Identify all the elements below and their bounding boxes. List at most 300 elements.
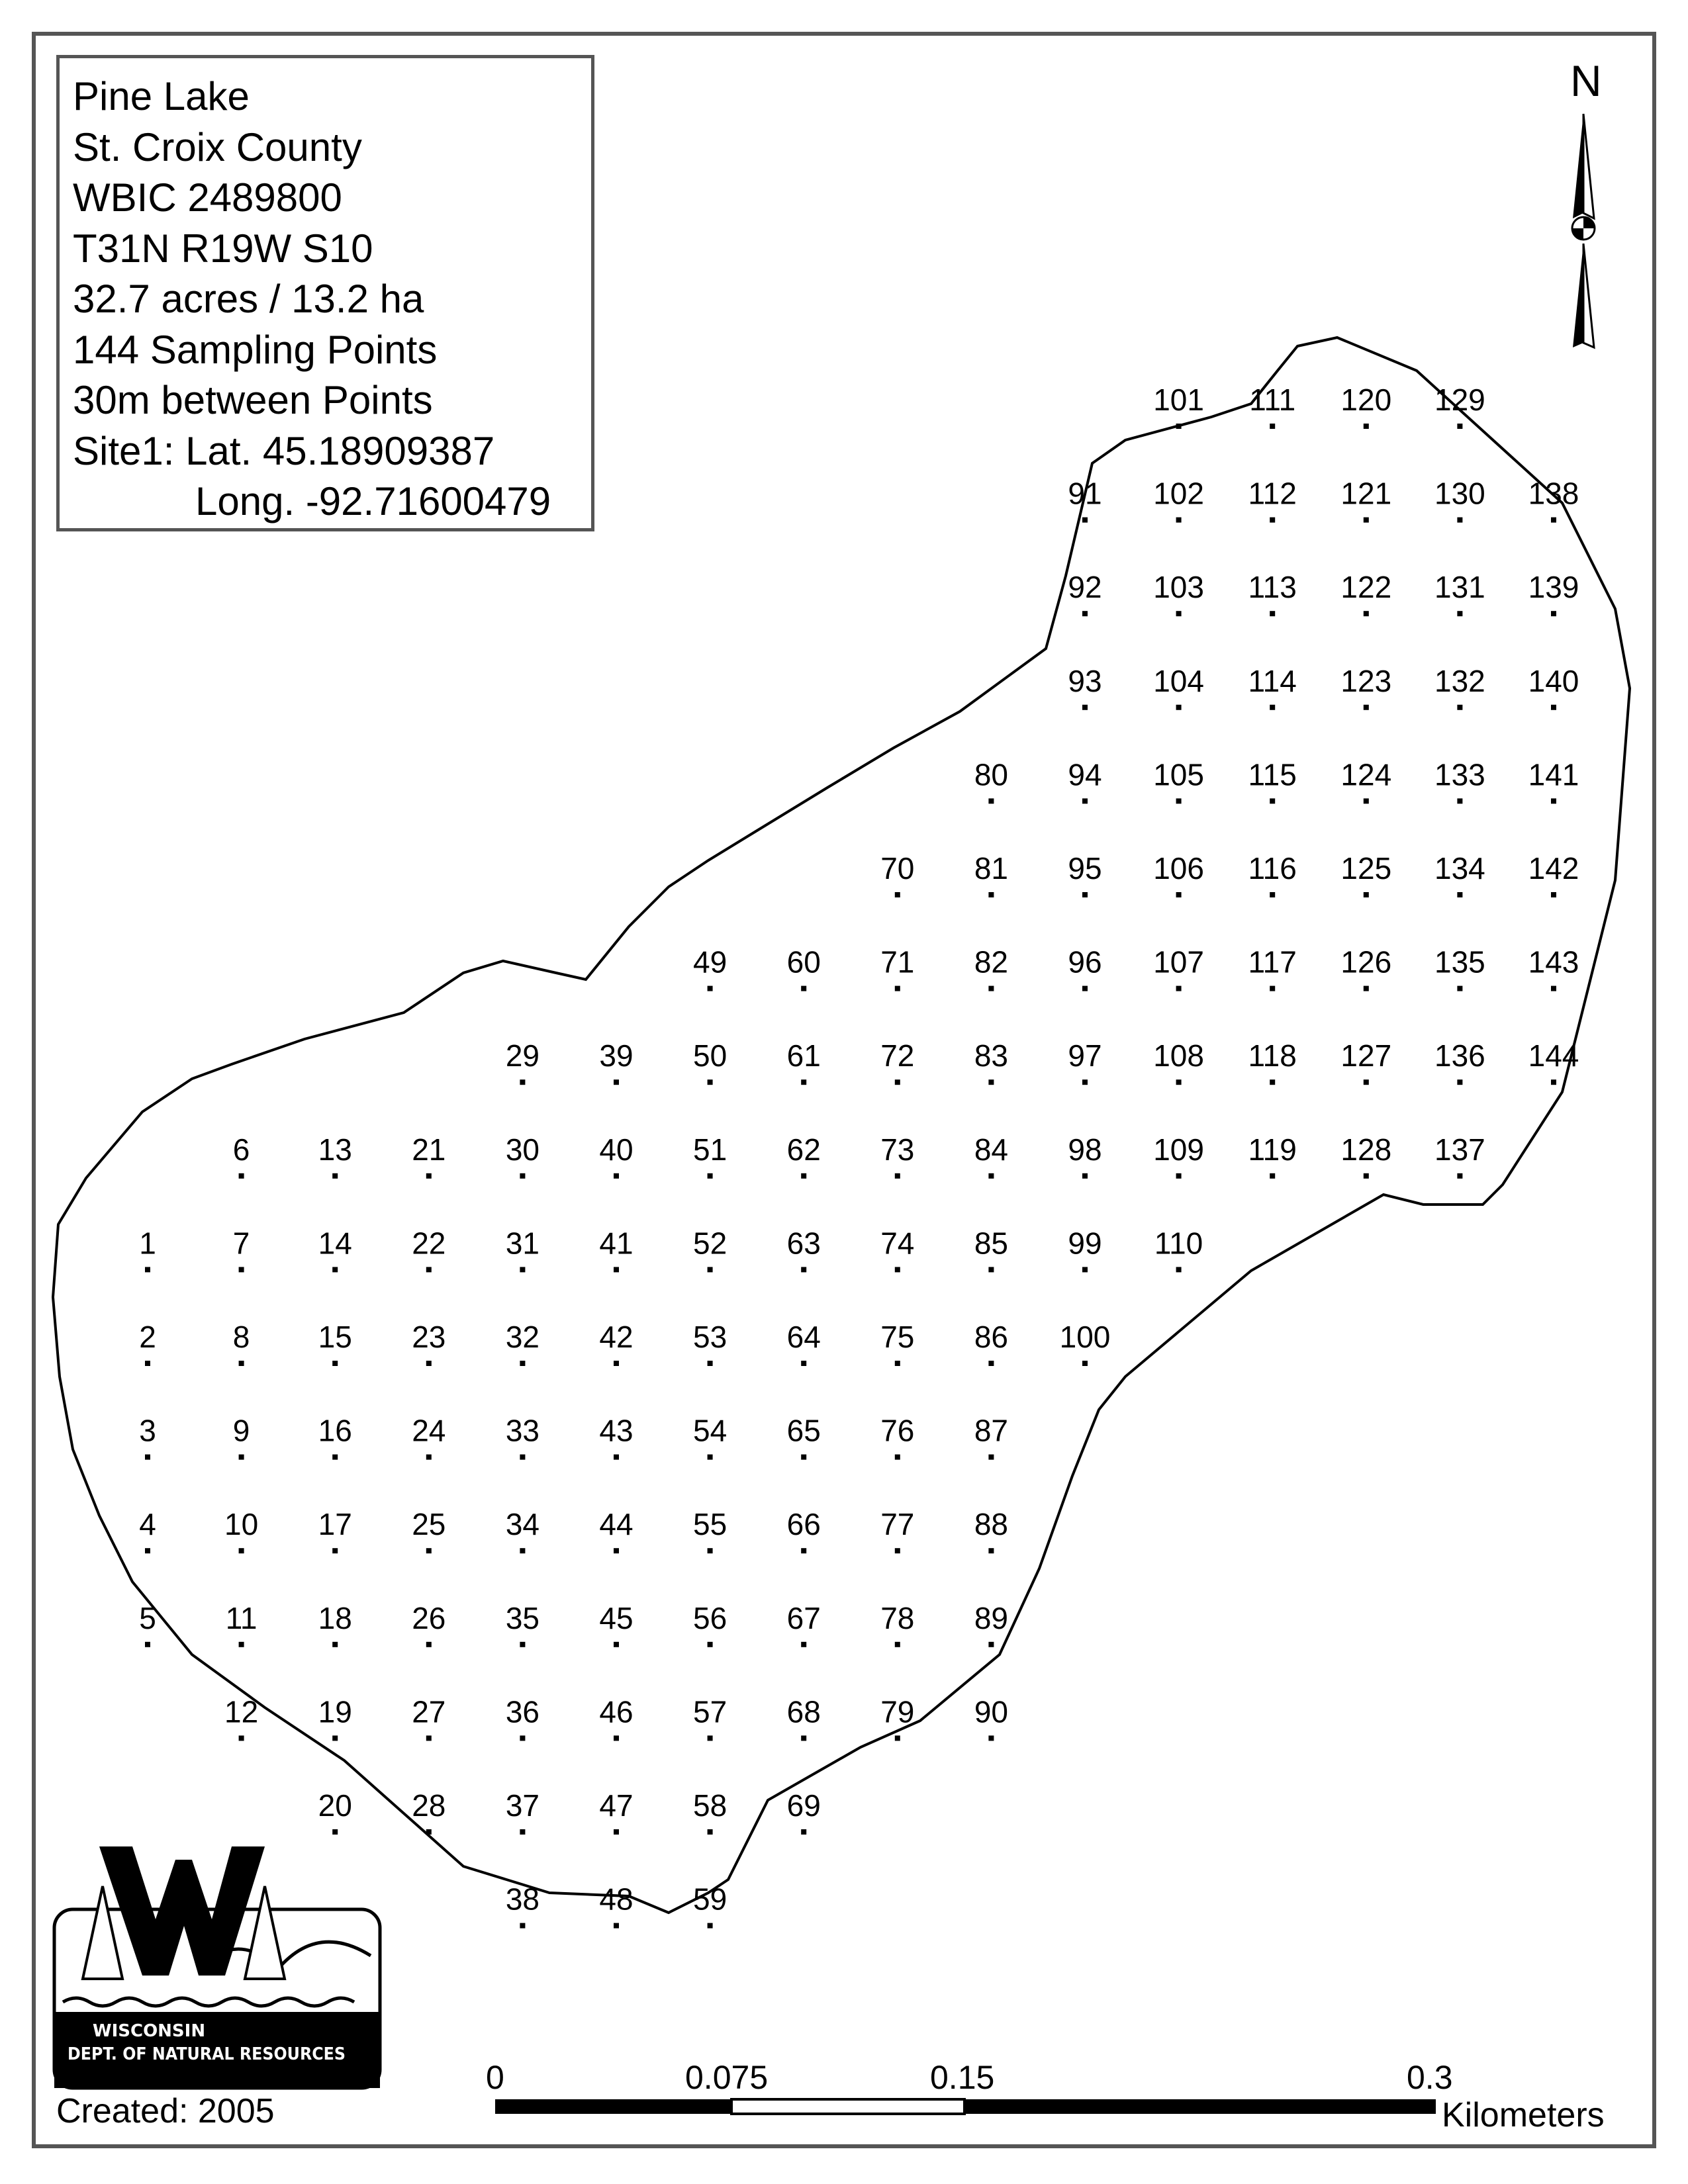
point-marker-119 (1270, 1173, 1275, 1179)
lake-area: 32.7 acres / 13.2 ha (73, 277, 424, 321)
point-marker-24 (426, 1455, 432, 1460)
north-arrow-lower-right (1583, 244, 1594, 347)
point-label-35: 35 (505, 1600, 539, 1635)
point-label-126: 126 (1340, 944, 1392, 979)
point-marker-10 (239, 1548, 244, 1553)
point-label-139: 139 (1528, 570, 1579, 605)
point-marker-53 (708, 1361, 713, 1366)
point-label-53: 53 (693, 1320, 727, 1354)
point-marker-131 (1457, 611, 1462, 616)
point-marker-4 (145, 1548, 150, 1553)
point-label-111: 111 (1249, 383, 1296, 417)
point-marker-5 (145, 1642, 150, 1647)
point-marker-121 (1364, 518, 1369, 523)
point-marker-96 (1082, 986, 1088, 991)
point-label-131: 131 (1434, 570, 1485, 605)
point-label-9: 9 (232, 1413, 250, 1448)
scale-tick-03: 0.3 (1407, 2059, 1453, 2096)
point-marker-118 (1270, 1079, 1275, 1085)
point-label-57: 57 (693, 1694, 727, 1729)
point-label-116: 116 (1248, 851, 1297, 886)
point-label-104: 104 (1153, 663, 1204, 698)
point-label-16: 16 (318, 1413, 352, 1448)
point-label-133: 133 (1434, 757, 1485, 792)
point-marker-139 (1551, 611, 1556, 616)
point-label-8: 8 (232, 1320, 250, 1354)
sampling-points (139, 383, 1579, 1929)
point-marker-21 (426, 1173, 432, 1179)
point-label-63: 63 (786, 1226, 821, 1261)
point-label-135: 135 (1434, 944, 1485, 979)
point-label-97: 97 (1068, 1038, 1102, 1073)
point-marker-74 (895, 1267, 900, 1272)
point-label-141: 141 (1528, 757, 1579, 792)
point-marker-120 (1364, 424, 1369, 429)
point-label-26: 26 (412, 1600, 446, 1635)
point-marker-52 (708, 1267, 713, 1272)
point-label-91: 91 (1068, 476, 1102, 511)
point-label-66: 66 (786, 1507, 821, 1542)
point-marker-29 (520, 1079, 525, 1085)
point-marker-109 (1176, 1173, 1182, 1179)
point-marker-128 (1364, 1173, 1369, 1179)
point-marker-69 (801, 1829, 806, 1835)
point-marker-114 (1270, 705, 1275, 710)
point-label-112: 112 (1248, 476, 1297, 511)
point-label-37: 37 (505, 1788, 539, 1823)
point-label-136: 136 (1434, 1038, 1485, 1073)
point-label-20: 20 (318, 1788, 352, 1823)
point-label-54: 54 (693, 1413, 727, 1448)
dnr-logo (54, 1846, 380, 2088)
point-label-64: 64 (786, 1320, 821, 1354)
point-marker-98 (1082, 1173, 1088, 1179)
point-marker-44 (614, 1548, 619, 1553)
point-marker-66 (801, 1548, 806, 1553)
point-label-134: 134 (1434, 851, 1485, 886)
point-label-137: 137 (1434, 1132, 1485, 1167)
point-label-103: 103 (1153, 570, 1204, 605)
point-label-85: 85 (974, 1226, 1008, 1261)
point-marker-91 (1082, 518, 1088, 523)
point-marker-80 (988, 798, 994, 803)
point-label-56: 56 (693, 1600, 727, 1635)
point-marker-112 (1270, 518, 1275, 523)
point-marker-62 (801, 1173, 806, 1179)
point-marker-136 (1457, 1079, 1462, 1085)
point-label-55: 55 (693, 1507, 727, 1542)
point-marker-37 (520, 1829, 525, 1835)
point-label-142: 142 (1528, 851, 1579, 886)
point-label-76: 76 (880, 1413, 915, 1448)
point-marker-137 (1457, 1173, 1462, 1179)
point-label-82: 82 (974, 944, 1008, 979)
point-marker-40 (614, 1173, 619, 1179)
point-marker-43 (614, 1455, 619, 1460)
point-label-92: 92 (1068, 570, 1102, 605)
point-label-74: 74 (880, 1226, 915, 1261)
point-marker-42 (614, 1361, 619, 1366)
point-label-29: 29 (505, 1038, 539, 1073)
point-label-19: 19 (318, 1694, 352, 1729)
point-marker-51 (708, 1173, 713, 1179)
point-label-80: 80 (974, 757, 1008, 792)
point-label-78: 78 (880, 1600, 915, 1635)
county-name: St. Croix County (73, 124, 362, 169)
point-marker-61 (801, 1079, 806, 1085)
point-label-143: 143 (1528, 944, 1579, 979)
point-label-39: 39 (599, 1038, 633, 1073)
point-marker-99 (1082, 1267, 1088, 1272)
point-marker-54 (708, 1455, 713, 1460)
point-marker-2 (145, 1361, 150, 1366)
point-label-4: 4 (139, 1507, 156, 1542)
point-marker-26 (426, 1642, 432, 1647)
point-marker-19 (332, 1735, 338, 1741)
point-label-25: 25 (412, 1507, 446, 1542)
point-label-130: 130 (1434, 476, 1485, 511)
point-marker-76 (895, 1455, 900, 1460)
point-marker-87 (988, 1455, 994, 1460)
point-label-84: 84 (974, 1132, 1008, 1167)
point-label-33: 33 (505, 1413, 539, 1448)
north-label: N (1570, 56, 1602, 105)
point-label-59: 59 (693, 1882, 727, 1917)
point-marker-116 (1270, 892, 1275, 897)
point-marker-125 (1364, 892, 1369, 897)
point-label-18: 18 (318, 1600, 352, 1635)
point-label-90: 90 (974, 1694, 1008, 1729)
point-label-41: 41 (599, 1226, 633, 1261)
point-label-96: 96 (1068, 944, 1102, 979)
point-marker-95 (1082, 892, 1088, 897)
point-label-123: 123 (1340, 663, 1392, 698)
scale-units: Kilometers (1442, 2096, 1605, 2134)
logo-line1: WISCONSIN (92, 2021, 206, 2041)
point-label-1: 1 (139, 1226, 156, 1261)
logo-line2: DEPT. OF NATURAL RESOURCES (68, 2044, 346, 2064)
point-label-81: 81 (974, 851, 1008, 886)
point-label-38: 38 (505, 1882, 539, 1917)
point-marker-27 (426, 1735, 432, 1741)
point-label-128: 128 (1340, 1132, 1392, 1167)
point-label-72: 72 (880, 1038, 915, 1073)
point-label-77: 77 (880, 1507, 915, 1542)
point-marker-14 (332, 1267, 338, 1272)
point-label-27: 27 (412, 1694, 446, 1729)
point-label-52: 52 (693, 1226, 727, 1261)
point-marker-34 (520, 1548, 525, 1553)
point-marker-25 (426, 1548, 432, 1553)
point-label-73: 73 (880, 1132, 915, 1167)
point-marker-102 (1176, 518, 1182, 523)
point-label-30: 30 (505, 1132, 539, 1167)
point-marker-141 (1551, 798, 1556, 803)
point-marker-13 (332, 1173, 338, 1179)
point-label-44: 44 (599, 1507, 633, 1542)
point-label-114: 114 (1248, 663, 1297, 698)
point-label-50: 50 (693, 1038, 727, 1073)
point-marker-67 (801, 1642, 806, 1647)
point-marker-104 (1176, 705, 1182, 710)
point-marker-106 (1176, 892, 1182, 897)
point-marker-130 (1457, 518, 1462, 523)
point-marker-142 (1551, 892, 1556, 897)
point-marker-126 (1364, 986, 1369, 991)
wbic: WBIC 2489800 (73, 175, 342, 220)
point-marker-65 (801, 1455, 806, 1460)
point-label-28: 28 (412, 1788, 446, 1823)
point-marker-94 (1082, 798, 1088, 803)
point-label-140: 140 (1528, 663, 1579, 698)
point-marker-100 (1082, 1361, 1088, 1366)
point-marker-38 (520, 1923, 525, 1929)
point-marker-1 (145, 1267, 150, 1272)
point-label-102: 102 (1153, 476, 1204, 511)
point-marker-90 (988, 1735, 994, 1741)
point-marker-93 (1082, 705, 1088, 710)
point-label-47: 47 (599, 1788, 633, 1823)
point-marker-55 (708, 1548, 713, 1553)
point-label-7: 7 (232, 1226, 250, 1261)
point-label-68: 68 (786, 1694, 821, 1729)
point-marker-82 (988, 986, 994, 991)
point-label-10: 10 (224, 1507, 259, 1542)
point-marker-143 (1551, 986, 1556, 991)
point-label-87: 87 (974, 1413, 1008, 1448)
point-marker-11 (239, 1642, 244, 1647)
point-label-62: 62 (786, 1132, 821, 1167)
point-marker-48 (614, 1923, 619, 1929)
point-label-138: 138 (1528, 476, 1579, 511)
lake-name: Pine Lake (73, 74, 250, 118)
point-label-108: 108 (1153, 1038, 1204, 1073)
point-marker-8 (239, 1361, 244, 1366)
point-marker-68 (801, 1735, 806, 1741)
point-label-61: 61 (786, 1038, 821, 1073)
point-marker-84 (988, 1173, 994, 1179)
point-label-71: 71 (880, 944, 915, 979)
point-label-101: 101 (1153, 383, 1204, 417)
point-marker-127 (1364, 1079, 1369, 1085)
point-label-105: 105 (1153, 757, 1204, 792)
point-marker-63 (801, 1267, 806, 1272)
point-marker-89 (988, 1642, 994, 1647)
point-label-98: 98 (1068, 1132, 1102, 1167)
point-label-67: 67 (786, 1600, 821, 1635)
point-label-124: 124 (1340, 757, 1392, 792)
scale-tick-0075: 0.075 (685, 2059, 769, 2096)
point-label-100: 100 (1059, 1320, 1111, 1354)
point-marker-9 (239, 1455, 244, 1460)
scale-tick-0: 0 (486, 2059, 504, 2096)
point-label-42: 42 (599, 1320, 633, 1354)
point-label-94: 94 (1068, 757, 1102, 792)
sampling-count: 144 Sampling Points (73, 327, 438, 372)
point-marker-108 (1176, 1079, 1182, 1085)
point-marker-35 (520, 1642, 525, 1647)
site-longitude: Long. -92.71600479 (195, 479, 551, 523)
point-marker-132 (1457, 705, 1462, 710)
point-label-110: 110 (1154, 1226, 1203, 1261)
point-marker-18 (332, 1642, 338, 1647)
lake-shoreline (53, 338, 1630, 1913)
point-marker-140 (1551, 705, 1556, 710)
point-label-60: 60 (786, 944, 821, 979)
point-label-86: 86 (974, 1320, 1008, 1354)
north-arrow (1572, 114, 1595, 347)
point-marker-49 (708, 986, 713, 991)
point-label-122: 122 (1340, 570, 1392, 605)
point-marker-133 (1457, 798, 1462, 803)
point-label-51: 51 (693, 1132, 727, 1167)
point-marker-32 (520, 1361, 525, 1366)
point-label-23: 23 (412, 1320, 446, 1354)
point-label-70: 70 (880, 851, 915, 886)
point-label-58: 58 (693, 1788, 727, 1823)
point-label-24: 24 (412, 1413, 446, 1448)
point-label-65: 65 (786, 1413, 821, 1448)
point-marker-36 (520, 1735, 525, 1741)
point-label-125: 125 (1340, 851, 1392, 886)
point-label-119: 119 (1248, 1132, 1297, 1167)
point-marker-129 (1457, 424, 1462, 429)
point-label-117: 117 (1248, 944, 1297, 979)
point-marker-6 (239, 1173, 244, 1179)
point-marker-88 (988, 1548, 994, 1553)
point-label-83: 83 (974, 1038, 1008, 1073)
point-label-144: 144 (1528, 1038, 1579, 1073)
point-label-6: 6 (232, 1132, 250, 1167)
point-marker-72 (895, 1079, 900, 1085)
point-label-40: 40 (599, 1132, 633, 1167)
point-label-89: 89 (974, 1600, 1008, 1635)
point-marker-73 (895, 1173, 900, 1179)
point-marker-41 (614, 1267, 619, 1272)
north-arrow-upper (1573, 114, 1583, 218)
point-label-15: 15 (318, 1320, 352, 1354)
point-marker-78 (895, 1642, 900, 1647)
point-marker-7 (239, 1267, 244, 1272)
point-marker-122 (1364, 611, 1369, 616)
point-label-45: 45 (599, 1600, 633, 1635)
point-marker-39 (614, 1079, 619, 1085)
point-marker-46 (614, 1735, 619, 1741)
point-marker-105 (1176, 798, 1182, 803)
point-label-129: 129 (1434, 383, 1485, 417)
point-spacing: 30m between Points (73, 378, 433, 422)
lake-info-box (56, 55, 594, 531)
point-marker-79 (895, 1735, 900, 1741)
scale-seg-3 (964, 2099, 1436, 2114)
scale-seg-2 (731, 2099, 964, 2114)
point-marker-16 (332, 1455, 338, 1460)
point-marker-134 (1457, 892, 1462, 897)
point-marker-58 (708, 1829, 713, 1835)
point-label-46: 46 (599, 1694, 633, 1729)
point-marker-124 (1364, 798, 1369, 803)
point-marker-15 (332, 1361, 338, 1366)
point-label-14: 14 (318, 1226, 352, 1261)
point-label-95: 95 (1068, 851, 1102, 886)
point-marker-22 (426, 1267, 432, 1272)
point-marker-138 (1551, 518, 1556, 523)
point-marker-85 (988, 1267, 994, 1272)
point-label-13: 13 (318, 1132, 352, 1167)
point-marker-97 (1082, 1079, 1088, 1085)
point-marker-45 (614, 1642, 619, 1647)
point-marker-3 (145, 1455, 150, 1460)
point-marker-47 (614, 1829, 619, 1835)
point-label-17: 17 (318, 1507, 352, 1542)
point-label-34: 34 (505, 1507, 539, 1542)
point-marker-60 (801, 986, 806, 991)
point-label-11: 11 (225, 1600, 258, 1635)
point-label-36: 36 (505, 1694, 539, 1729)
point-label-109: 109 (1153, 1132, 1204, 1167)
point-marker-70 (895, 892, 900, 897)
created-date: Created: 2005 (56, 2092, 275, 2130)
point-marker-110 (1176, 1267, 1182, 1272)
point-marker-56 (708, 1642, 713, 1647)
point-label-115: 115 (1248, 757, 1297, 792)
point-label-99: 99 (1068, 1226, 1102, 1261)
scale-bar (495, 2099, 1436, 2114)
point-label-43: 43 (599, 1413, 633, 1448)
point-marker-111 (1270, 424, 1275, 429)
scale-tick-015: 0.15 (930, 2059, 995, 2096)
point-marker-30 (520, 1173, 525, 1179)
point-marker-28 (426, 1829, 432, 1835)
site-latitude: Site1: Lat. 45.18909387 (73, 428, 495, 473)
point-marker-117 (1270, 986, 1275, 991)
point-marker-71 (895, 986, 900, 991)
point-label-2: 2 (139, 1320, 156, 1354)
point-label-48: 48 (599, 1882, 633, 1917)
point-marker-57 (708, 1735, 713, 1741)
point-marker-12 (239, 1735, 244, 1741)
point-marker-23 (426, 1361, 432, 1366)
point-label-127: 127 (1340, 1038, 1392, 1073)
point-marker-113 (1270, 611, 1275, 616)
point-label-118: 118 (1248, 1038, 1297, 1073)
point-marker-17 (332, 1548, 338, 1553)
point-label-21: 21 (412, 1132, 446, 1167)
point-marker-33 (520, 1455, 525, 1460)
point-marker-92 (1082, 611, 1088, 616)
point-marker-83 (988, 1079, 994, 1085)
point-marker-31 (520, 1267, 525, 1272)
township-range-section: T31N R19W S10 (73, 226, 373, 271)
point-marker-101 (1176, 424, 1182, 429)
point-label-106: 106 (1153, 851, 1204, 886)
point-label-88: 88 (974, 1507, 1008, 1542)
point-label-49: 49 (693, 944, 727, 979)
point-label-12: 12 (224, 1694, 259, 1729)
point-marker-75 (895, 1361, 900, 1366)
scale-seg-1 (495, 2099, 731, 2114)
point-marker-115 (1270, 798, 1275, 803)
point-marker-107 (1176, 986, 1182, 991)
point-marker-59 (708, 1923, 713, 1929)
point-marker-77 (895, 1548, 900, 1553)
point-label-31: 31 (505, 1226, 539, 1261)
point-label-75: 75 (880, 1320, 915, 1354)
point-label-107: 107 (1153, 944, 1204, 979)
point-label-22: 22 (412, 1226, 446, 1261)
point-label-121: 121 (1340, 476, 1392, 511)
point-label-113: 113 (1248, 570, 1297, 605)
